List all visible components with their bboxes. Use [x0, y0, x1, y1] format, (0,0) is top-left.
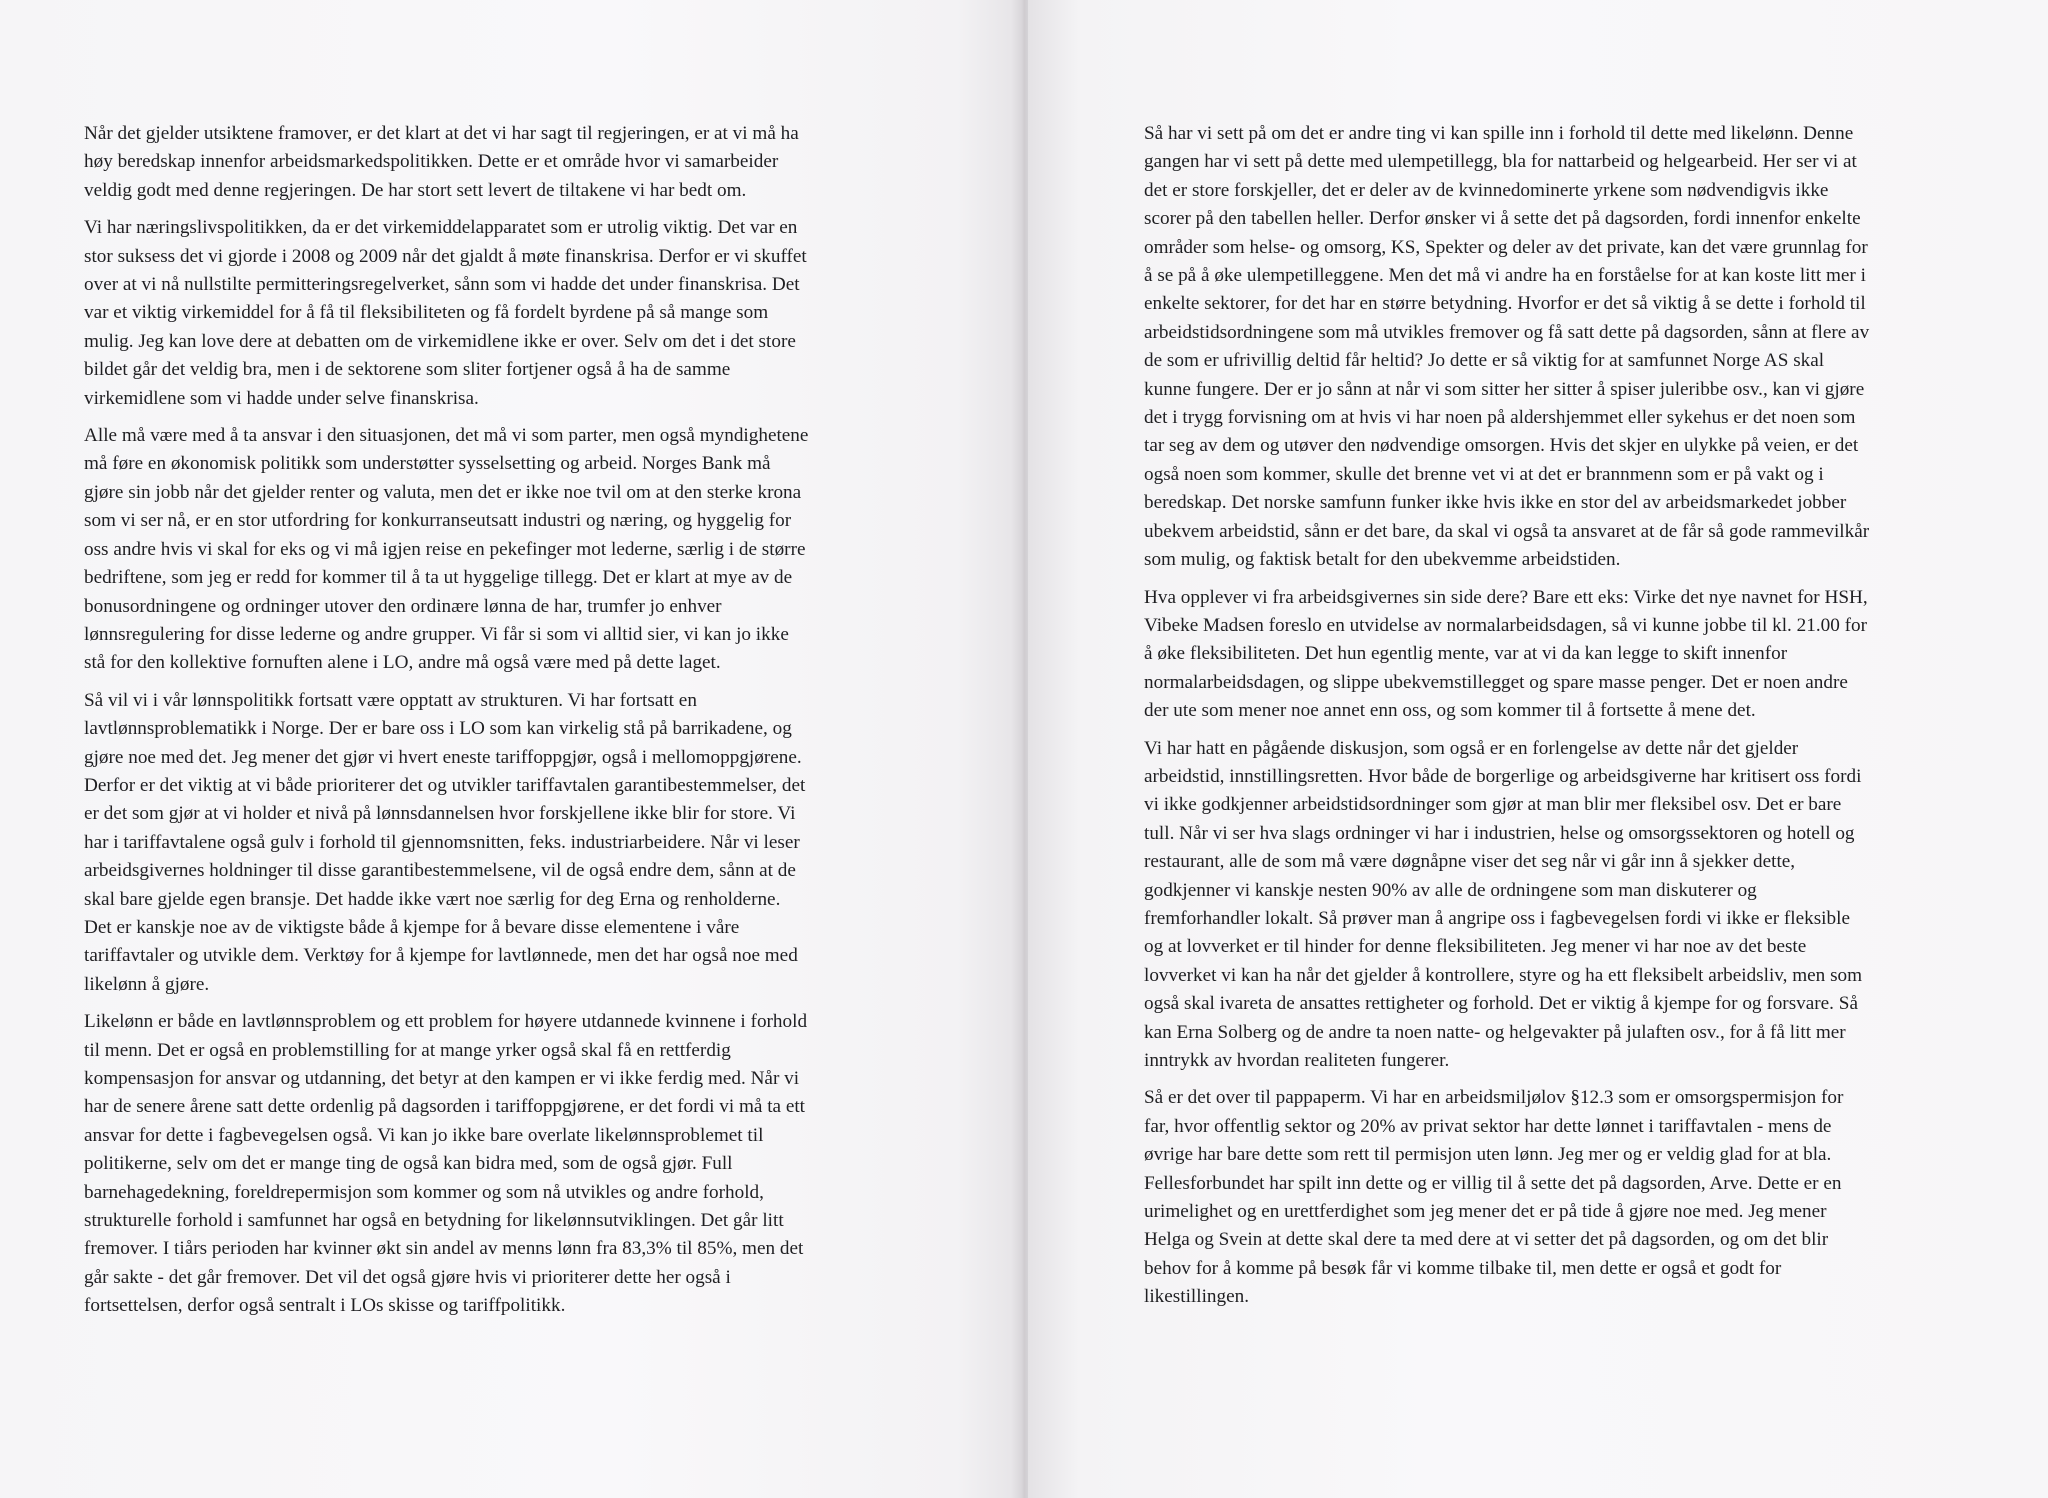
text-line: mulig. Jeg kan love dere at debatten om de virkemidlene ikke er over. Selv om det i det store: [84, 330, 796, 352]
text-line: urimelighet og en urettferdighet som jeg mener det er på tide å gjøre noe med. Jeg mener: [1144, 1201, 1827, 1223]
text-line: gjøre noe med det. Jeg mener det gjør vi hvert eneste tariffoppgjør, også i mellomoppgjørene.: [84, 746, 802, 768]
paragraph: [1144, 735, 1984, 1076]
text-line: Vi har næringslivspolitikken, da er det virkemiddelapparatet som er utrolig viktig. Det var en: [84, 217, 798, 239]
text-line: Fellesforbundet har spilt inn dette og er villig til å sette det på dagsorden, Arve. Dette er en: [1144, 1172, 1842, 1194]
left-page: [0, 0, 1018, 1498]
paragraph: [84, 422, 920, 678]
text-line: Det er kanskje noe av de viktigste både å kjempe for å bevare disse elementene i våre: [84, 916, 740, 938]
text-line: øvrige har bare dette som rett til permisjon uten lønn. Jeg mer og er veldig glad for at bla.: [1144, 1144, 1832, 1166]
text-line: områder som helse- og omsorg, KS, Spekter og deler av det private, kan det være grunnlag for: [1144, 236, 1868, 258]
text-line: der ute som mener noe annet enn oss, og som kommer til å fortsette å mene det.: [1144, 700, 1756, 722]
text-line: å øke fleksibiliteten. Det hun egentlig mente, var at vi da kan legge to skift innenfor: [1144, 643, 1788, 665]
text-line: likelønn å gjøre.: [84, 973, 210, 995]
text-line: normalarbeidsdagen, og slippe ubekvemstillegget og spare masse penger. Det er noen andre: [1144, 671, 1848, 693]
text-line: ansvar for dette i fagbevegelsen også. Vi kan jo ikke bare overlate likelønnsproblemet til: [84, 1124, 764, 1146]
text-line: også noen som kommer, skulle det brenne vet vi at det er brannmenn som er på vakt og i: [1144, 463, 1824, 485]
text-line: det i trygg forvisning om at hvis vi har noen på aldershjemmet eller sykehus er det noen som: [1144, 407, 1856, 429]
text-line: bedriftene, som jeg er redd for kommer til å ta ut hyggelige tillegg. Det er klart at mye av de: [84, 567, 793, 589]
text-line: virkemidlene som vi hadde under selve finanskrisa.: [84, 387, 479, 409]
text-line: var et viktig virkemiddel for å få til fleksibiliteten og få fordelt byrdene på så mange som: [84, 302, 769, 324]
text-line: lønnsregulering for disse lederne og andre grupper. Vi får si som vi alltid sier, vi kan jo ikke: [84, 623, 789, 645]
text-line: godkjenner vi kanskje nesten 90% av alle de ordningene som man diskuterer og: [1144, 879, 1757, 901]
text-line: ubekvem arbeidstid, sånn er det bare, da skal vi også ta ansvaret at de får så gode rammevilkår: [1144, 520, 1870, 542]
text-line: kompensasjon for ansvar og utdanning, det betyr at den kampen er vi ikke ferdig med. Når vi: [84, 1068, 800, 1089]
text-line: også skal ivareta de ansattes rettigheter og forhold. Det er viktig å kjempe for og forsvare. Så: [1144, 993, 1858, 1015]
text-line: og at lovverket er til hinder for denne fleksibiliteten. Jeg mener vi har noe av det beste: [1144, 936, 1807, 958]
text-line: enkelte sektorer, for det har en større betydning. Hvorfor er det så viktig å se dette i forhold til: [1144, 293, 1866, 315]
text-line: Alle må være med å ta ansvar i den situasjonen, det må vi som parter, men også myndighetene: [84, 425, 809, 447]
text-line: veldig godt med denne regjeringen. De har stort sett levert de tiltakene vi har bedt om.: [84, 179, 747, 201]
text-line: kunne fungere. Der er jo sånn at når vi som sitter her sitter å spiser juleribbe osv., kan vi gjøre: [1144, 378, 1865, 400]
text-line: lavtlønnsproblematikk i Norge. Der er bare oss i LO som kan virkelig stå på barrikadene, og: [84, 718, 792, 740]
text-line: Så vil vi i vår lønnspolitikk fortsatt være opptatt av strukturen. Vi har fortsatt en: [84, 689, 697, 711]
text-line: far, hvor offentlig sektor og 20% av privat sektor har dette lønnet i tariffavtalen - mens de: [1144, 1115, 1832, 1137]
text-line: strukturelle forhold i samfunnet har også en betydning for likelønnsutviklingen. Det går litt: [84, 1210, 784, 1232]
text-line: Helga og Svein at dette skal dere ta med dere at vi setter det på dagsorden, og om det blir: [1144, 1229, 1829, 1251]
text-line: Vi har hatt en pågående diskusjon, som også er en forlengelse av dette når det gjelder: [1144, 737, 1799, 759]
text-line: har de senere årene satt dette ordenlig på dagsorden i tariffoppgjørene, er det fordi vi må ta ett: [84, 1096, 806, 1118]
paragraph: [1144, 120, 1984, 575]
text-line: vi ikke godkjenner arbeidstidsordninger som gjør at man blir mer fleksibel osv. Det er bare: [1144, 794, 1842, 816]
text-line: scorer på den tabellen heller. Derfor ønsker vi å sette det på dagsorden, fordi innenfor enkelte: [1144, 208, 1861, 230]
text-line: Derfor er det viktig at vi både prioriterer det og utvikler tariffavtalen garantibestemmelser, det: [84, 774, 806, 796]
text-line: politikerne, selv om det er mange ting de også kan bidra med, som de også gjør. Full: [84, 1153, 733, 1175]
text-line: Hva opplever vi fra arbeidsgivernes sin side dere? Bare ett eks: Virke det nye navnet for HSH,: [1144, 586, 1868, 608]
text-line: stor suksess det vi gjorde i 2008 og 2009 når det gjaldt å møte finanskrisa. Derfor er vi skuffet: [84, 245, 807, 267]
right-page: [1028, 0, 2048, 1498]
paragraph: [84, 1008, 920, 1320]
text-line: som vi ser nå, er en stor utfordring for konkurranseutsatt industri og næring, og hyggelig for: [84, 510, 792, 532]
text-line: beredskap. Det norske samfunn funker ikke hvis ikke en stor del av arbeidsmarkedet jobber: [1144, 492, 1847, 514]
text-line: kan Erna Solberg og de andre ta noen natte- og helgevakter på julaften osv., for å få litt mer: [1144, 1021, 1846, 1043]
left-page-text: [84, 120, 920, 1330]
text-line: Så har vi sett på om det er andre ting vi kan spille inn i forhold til dette med likelønn. Denne: [1144, 123, 1854, 144]
paragraph: [1144, 1084, 1984, 1311]
text-line: fremforhandler lokalt. Så prøver man å angripe oss i fagbevegelsen fordi vi ikke er fleksible: [1144, 907, 1850, 929]
text-line: Likelønn er både en lavtlønnsproblem og ett problem for høyere utdannede kvinnene i forhold: [84, 1011, 808, 1033]
text-line: er det som gjør at vi holder et nivå på lønnsdannelsen hvor forskjellene ikke blir for store. Vi: [84, 803, 796, 825]
text-line: de som er ufrivillig deltid får heltid? Jo dette er så viktig for at samfunnet Norge AS skal: [1144, 350, 1825, 372]
text-line: tariffavtaler og utvikle dem. Verktøy for å kjempe for lavtlønnede, men det har også noe med: [84, 945, 798, 967]
text-line: gangen har vi sett på dette med ulempetillegg, bla for nattarbeid og helgearbeid. Her ser vi at: [1144, 151, 1857, 173]
text-line: skal bare gjelde egen bransje. Det hadde ikke vært noe særlig for deg Erna og renholderne.: [84, 888, 781, 910]
text-line: gjøre sin jobb når det gjelder renter og valuta, men det er ikke noe tvil om at den sterke krona: [84, 481, 802, 503]
paragraph: [84, 214, 920, 413]
paragraph: [1144, 584, 1984, 726]
text-line: Så er det over til pappaperm. Vi har en arbeidsmiljølov §12.3 som er omsorgspermisjon for: [1144, 1087, 1844, 1109]
text-line: som mulig, og faktisk betalt for den ubekvemme arbeidstiden.: [1144, 549, 1621, 571]
text-line: bildet går det veldig bra, men i de sektorene som sliter fortjener også å ha de samme: [84, 359, 731, 381]
text-line: over at vi nå nullstilte permitteringsregelverket, sånn som vi hadde det under finanskrisa. Det: [84, 274, 800, 296]
text-line: Når det gjelder utsiktene framover, er det klart at det vi har sagt til regjeringen, er at vi må ha: [84, 123, 799, 144]
text-line: må føre en økonomisk politikk som understøtter sysselsetting og arbeid. Norges Bank må: [84, 453, 771, 475]
text-line: oss andre hvis vi skal for eks og vi må igjen reise en pekefinger mot lederne, særlig i de større: [84, 538, 806, 560]
text-line: går sakte - det går fremover. Det vil det også gjøre hvis vi prioriterer dette her også i: [84, 1266, 731, 1288]
text-line: behov for å komme på besøk får vi komme tilbake til, men dette er også et godt for: [1144, 1257, 1782, 1279]
paragraph: [84, 687, 920, 999]
text-line: likestillingen.: [1144, 1286, 1249, 1308]
text-line: tar seg av dem og utøver den nødvendige omsorgen. Hvis det skjer en ulykke på veien, er det: [1144, 435, 1859, 457]
paragraph: [84, 120, 920, 205]
text-line: tull. Når vi ser hva slags ordninger vi har i industrien, helse og omsorgssektoren og hotell og: [1144, 822, 1855, 844]
text-line: høy beredskap innenfor arbeidsmarkedspolitikken. Dette er et område hvor vi samarbeider: [84, 151, 779, 173]
text-line: arbeidstid, innstillingsretten. Hvor både de borgerlige og arbeidsgiverne har kritisert oss fordi: [1144, 765, 1862, 787]
text-line: til menn. Det er også en problemstilling for at mange yrker også skal få en rettferdig: [84, 1039, 731, 1061]
text-line: barnehagedekning, foreldrepermisjon som kommer og som nå utvikles og andre forhold,: [84, 1181, 764, 1203]
text-line: fremover. I tiårs perioden har kvinner økt sin andel av menns lønn fra 83,3% til 85%, men det: [84, 1238, 804, 1260]
text-line: Vibeke Madsen foreslo en utvidelse av normalarbeidsdagen, så vi kunne jobbe til kl. 21.00 for: [1144, 614, 1867, 636]
text-line: restaurant, alle de som må være døgnåpne viser det seg når vi går inn å sjekker dette,: [1144, 851, 1796, 873]
text-line: stå for den kollektive fornuften alene i LO, andre må også være med på dette laget.: [84, 652, 721, 674]
text-line: lovverket vi kan ha når det gjelder å kontrollere, styre og ha ett fleksibelt arbeidsliv, men som: [1144, 964, 1863, 986]
text-line: inntrykk av hvordan realiteten fungerer.: [1144, 1050, 1450, 1071]
right-page-text: [1144, 120, 1984, 1321]
text-line: bonusordningene og ordninger utover den ordinære lønna de har, trumfer jo enhver: [84, 595, 722, 617]
text-line: fortsettelsen, derfor også sentralt i LOs skisse og tariffpolitikk.: [84, 1295, 566, 1317]
text-line: å se på å øke ulempetilleggene. Men det må vi andre ha en forståelse for at kan koste litt mer i: [1144, 265, 1866, 287]
text-line: arbeidstidsordningene som må utvikles fremover og få satt dette på dagsorden, sånn at flere av: [1144, 321, 1870, 343]
text-line: arbeidsgivernes holdninger til disse garantibestemmelsene, vil de også endre dem, sånn at de: [84, 860, 796, 882]
text-line: har i tariffavtalene også gulv i forhold til gjennomsnitten, feks. industriarbeidere. Når vi leser: [84, 831, 800, 853]
text-line: det er store forskjeller, det er deler av de kvinnedominerte yrkene som nødvendigvis ikke: [1144, 179, 1829, 201]
